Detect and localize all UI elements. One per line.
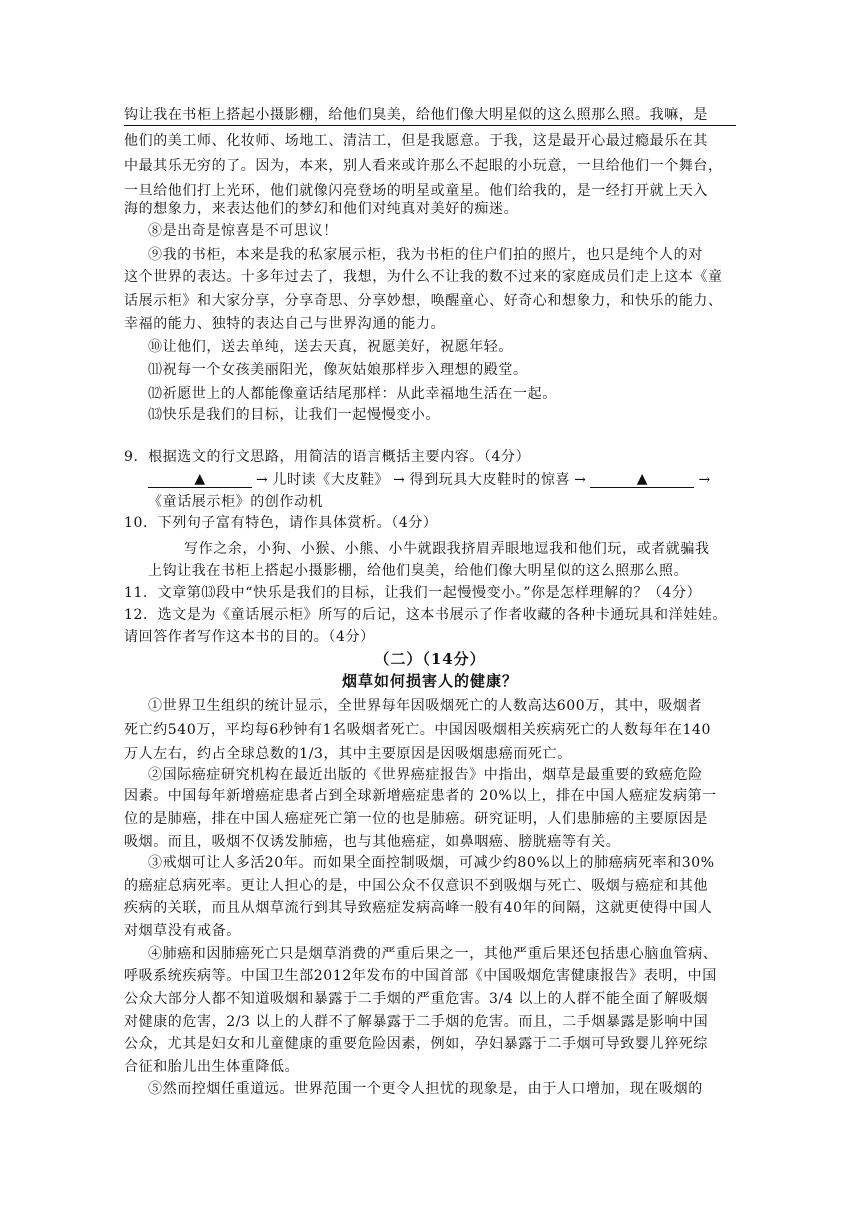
- passage1-line: 他们的美工师、化妆师、场地工、清洁工，但是我愿意。于我，这是最开心最过瘾最乐在其: [124, 133, 708, 149]
- passage2-line: 吸烟。而且，吸烟不仅诱发肺癌，也与其他癌症，如鼻咽癌、膀胱癌等有关。: [124, 834, 621, 850]
- question-9-ending: 《童话展示柜》的创作动机: [148, 494, 324, 510]
- question-10-prompt: 10．下列句子富有特色，请作具体赏析。（4分）: [124, 515, 438, 531]
- paragraph-8: ⑧是出奇是惊喜是不可思议！: [148, 223, 338, 239]
- passage1-line: 这个世界的表达。十多年过去了，我想，为什么不让我的数不过来的家庭成员们走上这本《童: [124, 269, 723, 285]
- passage2-line: 对烟草没有戒备。: [124, 923, 241, 939]
- blank-triangle-icon: ▲: [636, 471, 649, 487]
- passage1-line: 海的想象力，来表达他们的梦幻和他们对纯真对美好的痴迷。: [124, 201, 519, 217]
- question-11-prompt: 11．文章第⒀段中“快乐是我们的目标，让我们一起慢慢变小。”你是怎样理解的？（4分）: [124, 585, 702, 601]
- passage2-line: 合征和胎儿出生体重降低。: [124, 1059, 300, 1075]
- question-10-quote: 上钩让我在书柜上搭起小摄影棚，给他们臭美，给他们像大明星似的这么照那么照。: [148, 563, 689, 579]
- passage2-line: 对健康的危害，2/3 以上的人群不了解暴露于二手烟的危害。而且，二手烟暴露是影响中国: [124, 1014, 709, 1030]
- question-9-flow: [148, 471, 748, 489]
- passage1-line: 话展示柜》和大家分享，分享奇思、分享妙想，唤醒童心、好奇心和想象力，和快乐的能力、: [124, 293, 723, 309]
- arrow-icon: →: [393, 472, 406, 488]
- paragraph-13-wrap: [148, 406, 440, 424]
- paragraph-10: ⑩让他们，送去单纯，送去天真，祝愿美好，祝愿年轻。: [148, 339, 513, 355]
- arrow-icon: →: [698, 472, 711, 488]
- passage2-line: ①世界卫生组织的统计显示，全世界每年因吸烟死亡的人数高达600万，其中，吸烟者: [148, 698, 703, 714]
- passage2-line: 因素。中国每年新增癌症患者占到全球新增癌症患者的 20%以上，排在中国人癌症发病第一: [124, 788, 717, 804]
- arrow-icon: →: [256, 472, 269, 488]
- question-12-prompt: 12．选文是为《童话展示柜》所写的后记，这本书展示了作者收藏的各种卡通玩具和洋娃娃。: [124, 607, 728, 623]
- passage2-line: ⑤然而控烟任重道远。世界范围一个更令人担忧的现象是，由于人口增加，现在吸烟的: [148, 1081, 703, 1097]
- paragraph-12: ⑿祈愿世上的人都能像童话结尾那样：从此幸福地生活在一起。: [148, 386, 557, 402]
- passage2-line: 疾病的关联，而且从烟草流行到其导致癌症发病高峰一般有40年的间隔，这就更使得中国人: [124, 900, 713, 916]
- passage2-line: 公众大部分人都不知道吸烟和暴露于二手烟的严重危害。3/4 以上的人群不能全面了解吸烟: [124, 991, 709, 1007]
- flow-step-2: 得到玩具大皮鞋时的惊喜: [409, 472, 571, 488]
- passage2-line: 死亡约540万，平均每6秒钟有1名吸烟者死亡。中国因吸烟相关疾病死亡的人数每年在140: [124, 722, 712, 738]
- answer-blank-2[interactable]: [590, 471, 694, 488]
- passage2-line: ②国际癌症研究机构在最近出版的《世界癌症报告》中指出，烟草是最重要的致癌危险: [148, 767, 703, 783]
- passage2-line: ④肺癌和因肺癌死亡只是烟草消费的严重后果之一，其他严重后果还包括患心脑血管病、: [148, 946, 718, 962]
- arrow-icon: →: [574, 472, 587, 488]
- article-title: 烟草如何损害人的健康？: [341, 672, 518, 690]
- passage2-line: ③戒烟可让人多活20年。而如果全面控制吸烟，可减少约80%以上的肺癌病死率和30%: [148, 855, 715, 871]
- question-10-quote: 写作之余，小狗、小猴、小熊、小牛就跟我挤眉弄眼地逗我和他们玩，或者就骗我: [184, 541, 710, 557]
- passage2-line: 位的是肺癌，排在中国人癌症死亡第一位的也是肺癌。研究证明，人们患肺癌的主要原因是: [124, 811, 708, 827]
- passage1-line: 中最其乐无穷的了。因为，本来，别人看来或许那么不起眼的小玩意，一旦给他们一个舞台，: [124, 158, 723, 174]
- question-12-prompt: 请回答作者写作这本书的目的。（4分）: [124, 629, 375, 645]
- paragraph-9: ⑨我的书柜，本来是我的私家展示柜，我为书柜的住户们拍的照片，也只是纯个人的对: [148, 247, 703, 263]
- passage2-line: 万人左右，约占全球总数的1/3，其中主要原因是因吸烟患癌而死亡。: [124, 746, 572, 762]
- question-9-prompt: 9．根据选文的行文思路，用简洁的语言概括主要内容。（4分）: [124, 449, 531, 465]
- blank-triangle-icon: ▲: [194, 471, 206, 487]
- passage1-line: 一旦给他们打上光环，他们就像闪亮登场的明星或童星。他们给我的，是一经打开就上天入: [124, 183, 708, 199]
- passage2-line: 的癌症总病死率。更让人担心的是，中国公众不仅意识不到吸烟与死亡、吸烟与癌症和其他: [124, 878, 708, 894]
- passage1-line: 钩让我在书柜上搭起小摄影棚，给他们臭美，给他们像大明星似的这么照那么照。我嘛，是: [124, 106, 736, 126]
- passage2-line: 呼吸系统疾病等。中国卫生部2012年发布的中国首部《中国吸烟危害健康报告》表明，中国: [124, 968, 717, 984]
- passage2-line: 公众，尤其是妇女和儿童健康的重要危险因素，例如，孕妇暴露于二手烟可导致婴儿猝死综: [124, 1036, 708, 1052]
- answer-blank-1[interactable]: [148, 471, 252, 488]
- section-header: （二）（14分）: [374, 650, 486, 668]
- paragraph-11: ⑾祝每一个女孩美丽阳光，像灰姑娘那样步入理想的殿堂。: [148, 362, 528, 378]
- flow-step-1: 儿时读《大皮鞋》: [272, 472, 390, 488]
- passage1-line: 幸福的能力、独特的表达自己与世界沟通的能力。: [124, 316, 446, 332]
- paragraph-13: ⒀快乐是我们的目标，让我们一起慢慢变小。: [148, 407, 440, 423]
